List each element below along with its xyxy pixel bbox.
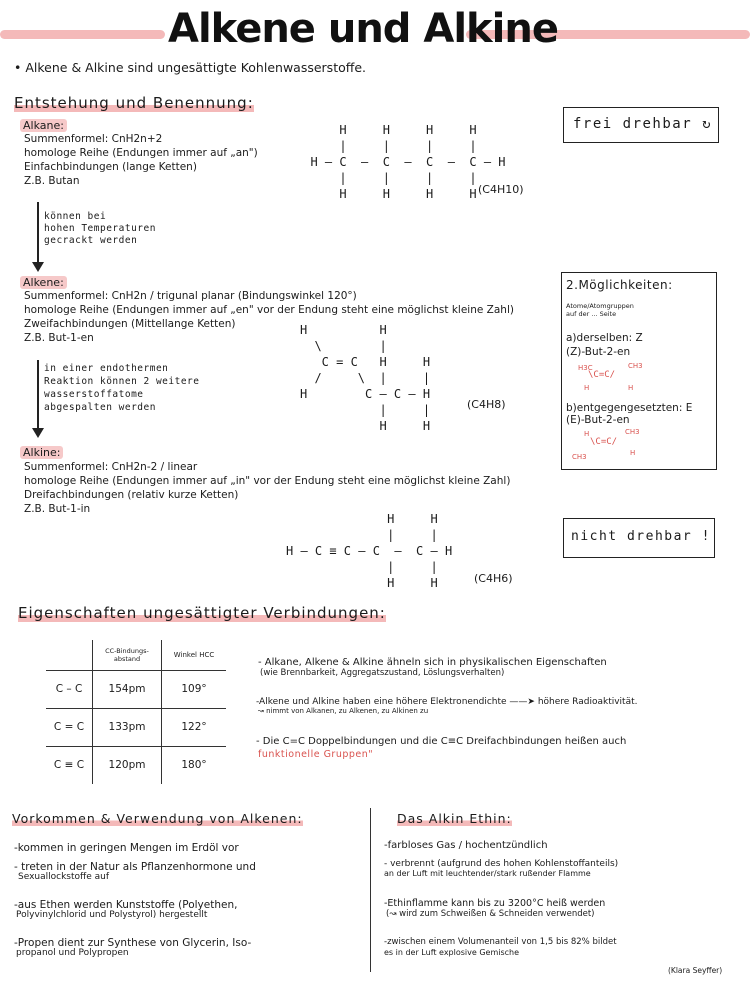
z-isomer-h-left: H [584, 384, 590, 392]
moeglichkeiten-title: 2.Möglichkeiten: [566, 278, 673, 292]
ethin-item-3-line-2: (↝ wird zum Schweißen & Schneiden verwendet) [386, 909, 595, 919]
arrow-1-text-3: gecrackt werden [44, 235, 138, 246]
alkene-line-1: Summenformel: CnH2n / trigunal planar (Bindungswinkel 120°) [24, 290, 357, 302]
arrow-2-text-1: in einer endothermen [44, 363, 169, 374]
property-2-line-1: -Alkene und Alkine haben eine höhere Elektronendichte ——➤ höhere Radioaktivität. [256, 697, 638, 707]
table-row-1-angle: 109° [162, 670, 227, 708]
alkane-line-1: Summenformel: CnH2n+2 [24, 133, 163, 145]
funktionelle-gruppen: funktionelle Gruppen" [258, 749, 374, 760]
alkene-line-2: homologe Reihe (Endungen immer auf „en" vor der Endung steht eine möglichst kleine Zahl) [24, 304, 514, 316]
ethin-item-2-line-2: an der Luft mit leuchtender/stark rußender Flamme [384, 869, 591, 878]
ethin-item-4-line-2: es in der Luft explosive Gemische [384, 948, 520, 957]
alkane-line-3: Einfachbindungen (lange Ketten) [24, 161, 197, 173]
property-2-line-2: ↝ nimmt von Alkanen, zu Alkenen, zu Alkinen zu [258, 707, 429, 715]
option-b-name: (E)-But-2-en [566, 414, 630, 426]
ethin-item-2-line-1: - verbrennt (aufgrund des hohen Kohlenstoffanteils) [384, 859, 619, 869]
alkine-line-1: Summenformel: CnH2n-2 / linear [24, 461, 198, 473]
alkene-label: Alkene: [20, 276, 67, 289]
z-isomer-h3c: H3C [578, 364, 593, 372]
nicht-drehbar-text: nicht drehbar ! [571, 529, 711, 544]
e-isomer-core: \C=C/ [590, 437, 618, 447]
column-divider [370, 808, 371, 972]
alkine-label: Alkine: [20, 446, 63, 459]
z-isomer-h-right: H [628, 384, 634, 392]
property-1-line-1: - Alkane, Alkene & Alkine ähneln sich in physikalischen Eigenschaften [258, 657, 607, 668]
alkine-line-3: Dreifachbindungen (relativ kurze Ketten) [24, 489, 239, 501]
arrow-1-head [32, 262, 44, 272]
e-isomer-h-top: H [584, 430, 590, 438]
alkane-label: Alkane: [20, 119, 67, 132]
vorkommen-item-4-line-2: propanol und Polypropen [16, 948, 129, 958]
alkene-line-3: Zweifachbindungen (Mittellange Ketten) [24, 318, 236, 330]
table-row-1-distance: 154pm [93, 670, 162, 708]
section-heading-eigenschaften: Eigenschaften ungesättigter Verbindungen: [18, 604, 386, 622]
table-row-3-angle: 180° [162, 746, 227, 784]
butyne-formula: (C4H6) [474, 572, 513, 585]
section-heading-ethin: Das Alkin Ethin: [397, 811, 512, 826]
vorkommen-item-2-line-1: - treten in der Natur als Pflanzenhormone und [14, 861, 256, 873]
option-a-name: (Z)-But-2-en [566, 346, 631, 358]
e-isomer-ch3-top: CH3 [625, 428, 640, 436]
title-bar-left [0, 30, 165, 39]
arrow-2-text-2: Reaktion können 2 weitere [44, 376, 200, 387]
property-3-line-1: - Die C=C Doppelbindungen und die C≡C Dreifachbindungen heißen auch [256, 736, 627, 747]
butene-formula: (C4H8) [467, 398, 506, 411]
alkane-line-4: Z.B. Butan [24, 175, 80, 187]
intro-text: • Alkene & Alkine sind ungesättigte Kohlenwasserstoffe. [14, 60, 367, 75]
arrow-1-text-1: können bei [44, 211, 107, 222]
butane-formula: (C4H10) [478, 183, 524, 196]
option-b-text: b)entgegengesetzten: E [566, 402, 693, 414]
table-header-empty [46, 640, 93, 670]
ethin-item-4-line-1: -zwischen einem Volumenanteil von 1,5 bis 82% bildet [384, 937, 617, 947]
arrow-2-text-4: abgespalten werden [44, 402, 156, 413]
alkine-line-2: homologe Reihe (Endungen immer auf „in" vor der Endung steht eine möglichst kleine Zahl) [24, 475, 511, 487]
table-header-distance: CC-Bindungs-abstand [93, 640, 162, 670]
e-isomer-ch3-bottom: CH3 [572, 453, 587, 461]
table-row-1-bond: C – C [55, 683, 83, 695]
vorkommen-item-2-line-2: Sexuallockstoffe auf [18, 872, 110, 882]
alkene-line-4: Z.B. But-1-en [24, 332, 94, 344]
table-row-2-angle: 122° [162, 708, 227, 746]
butene-structure: H H \ | C = C H H / \ | | H C — C — H | | H H [300, 323, 431, 433]
option-a-text: a)derselben: Z [566, 332, 643, 344]
frei-drehbar-text: frei drehbar ↻ [573, 116, 713, 132]
arrow-2-text-3: wasserstoffatome [44, 389, 144, 400]
vorkommen-item-4-line-1: -Propen dient zur Synthese von Glycerin, Iso- [14, 937, 252, 949]
page-title: Alkene und Alkine [168, 6, 558, 52]
property-1-line-2: (wie Brennbarkeit, Aggregatszustand, Löslungsverhalten) [260, 668, 505, 678]
arrow-1-text-2: hohen Temperaturen [44, 223, 156, 234]
arrow-1-line [37, 202, 39, 264]
butyne-structure: H H | | H — C ≡ C — C — C — H | | H H [286, 512, 453, 590]
section-heading-vorkommen: Vorkommen & Verwendung von Alkenen: [12, 811, 303, 826]
alkine-line-4: Z.B. But-1-in [24, 503, 91, 515]
table-row-3-bond: C ≡ C [53, 759, 85, 772]
moeglichkeiten-sub-1: Atome/Atomgruppen [566, 302, 634, 310]
moeglichkeiten-sub-2: auf der ... Seite [566, 310, 617, 318]
table-row-2-bond: C = C [53, 721, 85, 733]
vorkommen-item-3-line-1: -aus Ethen werden Kunststoffe (Polyethen, [14, 899, 238, 911]
arrow-2-head [32, 428, 44, 438]
table-row-2-distance: 133pm [93, 708, 162, 746]
table-header-angle: Winkel HCC [162, 640, 227, 670]
vorkommen-item-3-line-2: Polyvinylchlorid und Polystyrol) hergestellt [16, 910, 208, 920]
ethin-item-1: -farbloses Gas / hochentzündlich [384, 840, 548, 851]
alkane-line-2: homologe Reihe (Endungen immer auf „an") [24, 147, 258, 159]
z-isomer-core: \C=C/ [588, 370, 616, 380]
table-row-3-distance: 120pm [93, 746, 162, 784]
z-isomer-ch3: CH3 [628, 362, 643, 370]
e-isomer-h-bottom: H [630, 449, 636, 457]
vorkommen-item-1: -kommen in geringen Mengen im Erdöl vor [14, 842, 239, 854]
bond-table [46, 640, 226, 784]
section-heading-entstehung: Entstehung und Benennung: [14, 94, 254, 112]
arrow-2-line [37, 360, 39, 430]
signature: (Klara Seyffer) [668, 966, 723, 975]
butane-structure: H H H H | | | | H — C — C — C — C — H | | | | H H H H [310, 123, 506, 201]
ethin-item-3-line-1: -Ethinflamme kann bis zu 3200°C heiß werden [384, 898, 606, 909]
